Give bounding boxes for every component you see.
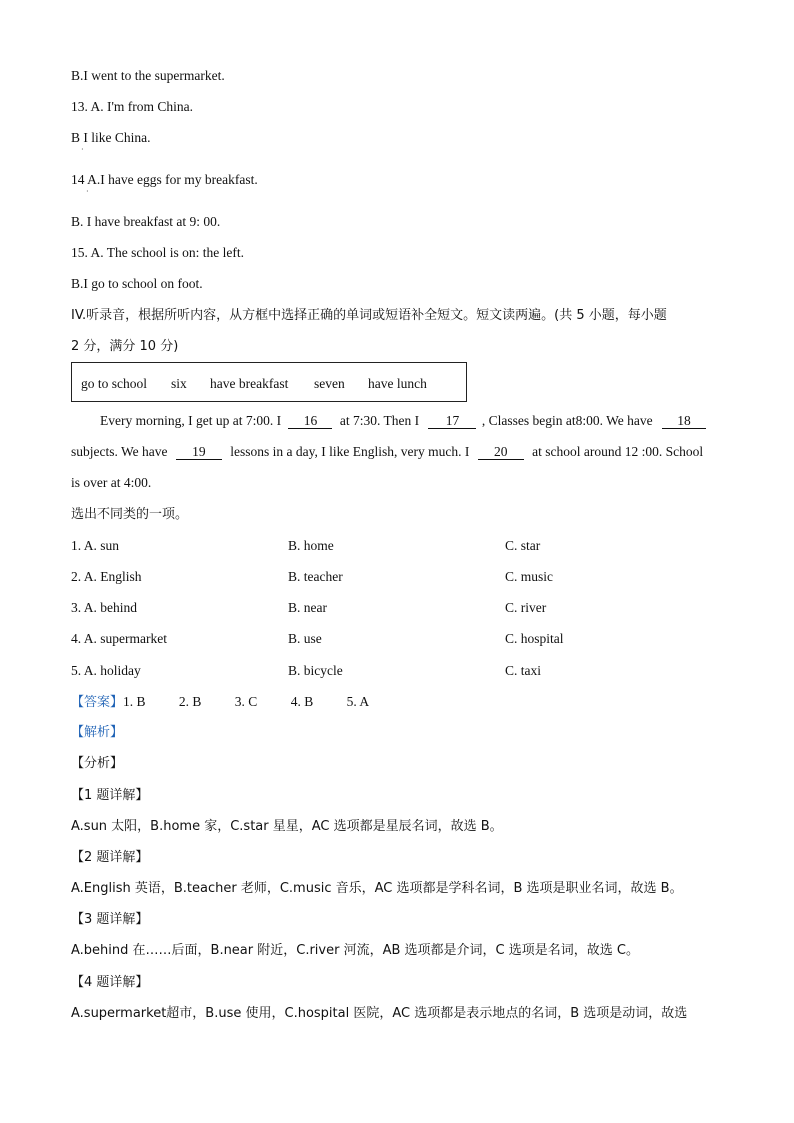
answer-item: 2. B <box>178 694 202 709</box>
detail-heading: 【2 题详解】 <box>71 850 149 865</box>
question-option: B. bicycle <box>288 663 343 678</box>
question-option: C. star <box>505 538 541 553</box>
dot-mark: · <box>86 187 89 196</box>
question-14-line: 14 A.I have eggs for my breakfast. <box>71 172 258 187</box>
detail-text: A.sun 太阳，B.home 家，C.star 星星，AC 选项都是星辰名词，故选 B。 <box>71 819 503 834</box>
blank-16: 16 <box>288 413 332 429</box>
detail-heading: 【4 题详解】 <box>71 975 149 990</box>
blank-17: 17 <box>428 413 476 429</box>
passage-text: subjects. We have <box>71 444 168 459</box>
answer-item: 3. C <box>234 694 258 709</box>
analysis-label: 【解析】 <box>71 725 124 740</box>
answer-item: 1. B <box>123 694 146 709</box>
question-option: C. river <box>505 600 547 615</box>
odd-one-out-title: 选出不同类的一项。 <box>71 507 189 522</box>
question-option: B. near <box>288 600 327 615</box>
question-option: 3. A. behind <box>71 600 137 615</box>
blank-18: 18 <box>662 413 706 429</box>
blank-19: 19 <box>176 444 222 460</box>
section-title: IV.听录音，根据所听内容，从方框中选择正确的单词或短语补全短文。短文读两遍。(共 5 小题，每小题 <box>71 308 667 323</box>
option-line: B. I have breakfast at 9: 00. <box>71 214 221 229</box>
question-option: 2. A. English <box>71 569 142 584</box>
answer-line <box>71 693 369 712</box>
question-15-line: 15. A. The school is on: the left. <box>71 245 244 260</box>
detail-text: A.English 英语，B.teacher 老师，C.music 音乐，AC 选项都是学科名词，B 选项是职业名词，故选 B。 <box>71 881 683 896</box>
question-option: C. taxi <box>505 663 541 678</box>
question-option: C. music <box>505 569 554 584</box>
question-option: B. home <box>288 538 334 553</box>
blank-20: 20 <box>478 444 524 460</box>
detail-text: A.supermarket超市，B.use 使用，C.hospital 医院，AC 选项都是表示地点的名词，B 选项是动词，故选 <box>71 1006 688 1021</box>
detail-heading: 【1 题详解】 <box>71 788 149 803</box>
passage-text: lessons in a day, I like English, very much. I <box>230 444 470 459</box>
word-box <box>71 362 467 402</box>
section-title-cont: 2 分，满分 10 分) <box>71 339 179 354</box>
word-box-item: have lunch <box>368 376 427 391</box>
word-box-item: seven <box>314 376 345 391</box>
passage-line <box>100 412 706 430</box>
option-line: B.I went to the supermarket. <box>71 68 225 83</box>
question-option: 1. A. sun <box>71 538 120 553</box>
passage-text: , Classes begin at8:00. We have <box>481 413 653 428</box>
passage-text: at 7:30. Then I <box>339 413 420 428</box>
detail-heading: 【3 题详解】 <box>71 912 149 927</box>
dot-mark: · <box>81 145 84 154</box>
word-box-item: have breakfast <box>210 376 289 391</box>
question-option: 5. A. holiday <box>71 663 141 678</box>
question-option: B. teacher <box>288 569 343 584</box>
option-line: B.I go to school on foot. <box>71 276 203 291</box>
passage-line <box>71 443 703 461</box>
answer-item: 5. A <box>346 694 370 709</box>
fenxi-label: 【分析】 <box>71 756 124 771</box>
question-option: 4. A. supermarket <box>71 631 167 646</box>
detail-text: A.behind 在……后面，B.near 附近，C.river 河流，AB 选项都是介词，C 选项是名词，故选 C。 <box>71 943 639 958</box>
option-line: B I like China. <box>71 130 151 145</box>
word-box-item: six <box>171 376 187 391</box>
question-option: C. hospital <box>505 631 564 646</box>
question-13-line: 13. A. I'm from China. <box>71 99 194 114</box>
question-option: B. use <box>288 631 322 646</box>
answer-item: 4. B <box>290 694 314 709</box>
answer-label: 【答案】 <box>71 695 124 710</box>
passage-text: Every morning, I get up at 7:00. I <box>100 413 282 428</box>
passage-line: is over at 4:00. <box>71 475 152 490</box>
word-box-item: go to school <box>81 376 147 391</box>
passage-text: at school around 12 :00. School <box>532 444 704 459</box>
